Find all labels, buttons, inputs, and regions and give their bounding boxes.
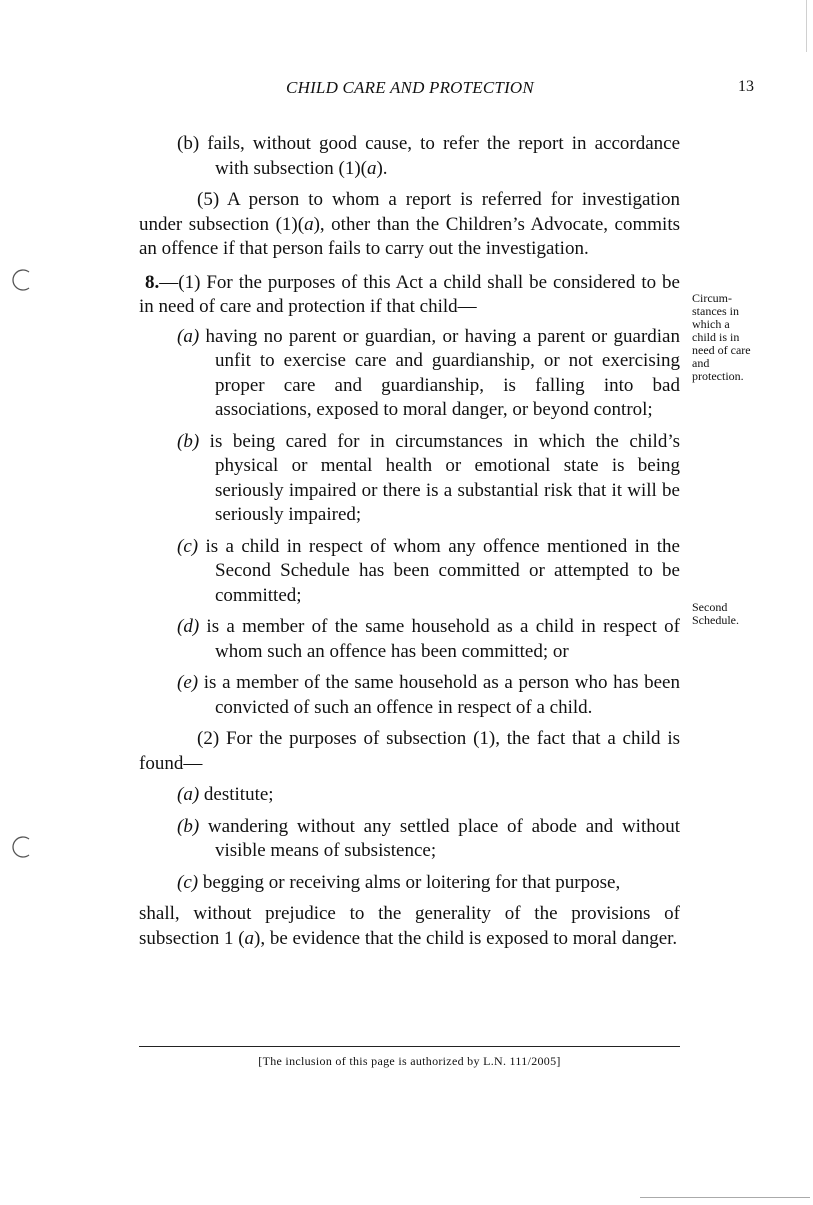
clause-label: (b) <box>177 430 200 452</box>
clause-text: begging or receiving alms or loitering for that purpose, <box>198 871 621 893</box>
close-tail: ), be evidence that the child is exposed to moral danger. <box>254 927 678 949</box>
margin-note-line: need of care <box>692 343 751 357</box>
italic-ref: a <box>366 157 377 179</box>
clause-2-a <box>139 783 680 808</box>
section-8-lead: —(1) For the purposes of this Act a child shall be considered to be in need of care and protection if that child— <box>139 271 680 317</box>
clause-8-b <box>139 430 680 528</box>
clause-8-d <box>139 615 680 664</box>
clause-text: is being cared for in circumstances in which the child’s physical or mental health or emotional state is being seriously impaired or there is a substantial risk that it will be seriously impaired; <box>199 430 680 525</box>
page-number: 13 <box>738 78 754 95</box>
subsection-5-tail: ), other than the Children’s Advocate, commits an offence if that person fails to carry out the investigation. <box>139 213 680 259</box>
subsection-5 <box>139 188 680 262</box>
margin-note-line: and <box>692 356 710 370</box>
margin-note-circumstances <box>692 292 772 383</box>
clause-text: having no parent or guardian, or having a parent or guardian unfit to exercise care and guardianship, or not exercising proper care and guardianship, is falling into bad associations, exposed to moral danger, or beyond control; <box>199 325 680 420</box>
margin-note-line: stances in <box>692 304 739 318</box>
margin-note-line: Circum- <box>692 291 732 305</box>
margin-note-line: protection. <box>692 369 744 383</box>
italic-ref: a <box>244 927 255 949</box>
clause-label: (a) <box>177 325 200 347</box>
italic-ref: a <box>304 213 314 235</box>
clause-2-b <box>139 815 680 864</box>
clause-label: (b) <box>177 815 200 837</box>
close-text: shall, without prejudice to the generality of the provisions of subsection 1 ( <box>139 903 680 949</box>
binder-hole-icon <box>12 834 34 860</box>
page-edge-line <box>806 0 807 52</box>
running-head: CHILD CARE AND PROTECTION <box>286 78 534 97</box>
clause-label: (c) <box>177 535 199 557</box>
margin-note-line: which a <box>692 317 730 331</box>
clause-label: (c) <box>177 871 199 893</box>
margin-note-second-schedule <box>692 601 772 627</box>
clause-8-c <box>139 535 680 609</box>
clause-4b <box>139 132 680 181</box>
margin-note-line: Second <box>692 600 728 614</box>
clause-8-e <box>139 671 680 720</box>
subsection-2: (2) For the purposes of subsection (1), the fact that a child is found— <box>139 728 680 774</box>
statute-body <box>139 132 680 951</box>
margin-note-line: Schedule. <box>692 613 739 627</box>
clause-text: wandering without any settled place of abode and without visible means of subsistence; <box>199 815 680 861</box>
footer-authorization-note: [The inclusion of this page is authorized by L.N. 111/2005] <box>258 1054 561 1068</box>
clause-text: is a child in respect of whom any offence mentioned in the Second Schedule has been committed or attempted to be committed; <box>198 535 680 606</box>
page-bottom-line <box>640 1197 810 1198</box>
clause-label: (d) <box>177 616 200 637</box>
clause-label: (b) <box>177 133 200 154</box>
clause-text: destitute; <box>199 784 274 805</box>
clause-8-a <box>139 325 680 423</box>
footer-divider <box>139 1046 680 1047</box>
clause-tail: ). <box>376 157 388 179</box>
clause-text: is a member of the same household as a child in respect of whom such an offence has been committed; or <box>199 616 680 662</box>
margin-note-line: child is in <box>692 330 740 344</box>
subsection-2-close <box>139 902 680 951</box>
subsection-5-text: (5) A person to whom a report is referred for investigation under subsection (1)( <box>139 189 680 235</box>
binder-hole-icon <box>12 267 34 293</box>
clause-label: (e) <box>177 672 199 693</box>
clause-2-c <box>139 871 680 896</box>
clause-text: fails, without good cause, to refer the report in accordance with subsection (1)( <box>199 133 680 179</box>
section-number: 8. <box>145 271 160 293</box>
section-8-heading <box>139 271 680 320</box>
clause-text: is a member of the same household as a person who has been convicted of such an offence in respect of a child. <box>198 672 680 718</box>
clause-label: (a) <box>177 784 200 805</box>
